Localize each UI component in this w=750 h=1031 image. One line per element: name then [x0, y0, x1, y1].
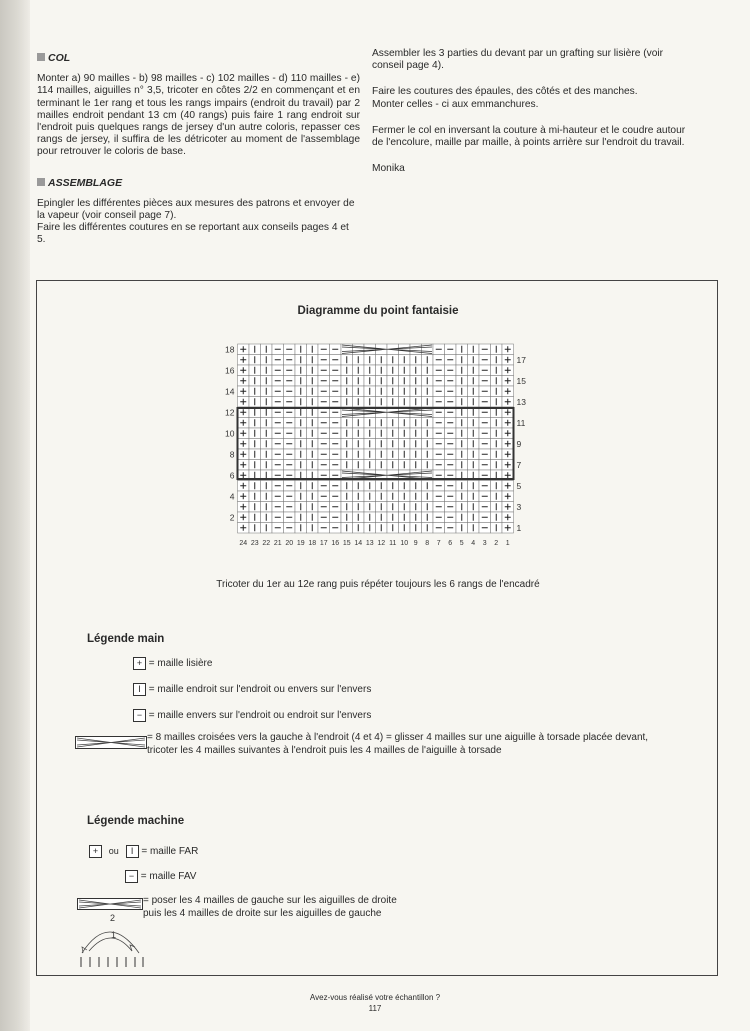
plus-stitch-symbol: + [133, 657, 146, 670]
right-p3: Fermer le col en inversant la couture à mi-hauteur et le coudre autour de l'encolure, maille par maille, à points arrière sur l'endroit du travail. [372, 124, 686, 149]
row-label-left: 6 [229, 470, 235, 481]
stitch-number-label: 2 [494, 540, 499, 547]
row-label-left: 16 [225, 365, 235, 376]
stitch-number-label: 16 [331, 540, 340, 547]
minus-stitch-symbol: − [125, 870, 138, 883]
legend-croisees-text: = 8 mailles croisées vers la gauche à l'endroit (4 et 4) = glisser 4 mailles sur une aiguille à torsade placée devant, tricoter les 4 mailles suivantes à l'endroit puis les 4 mailles de l'aiguille à torsade [147, 732, 649, 756]
chart-cell [399, 344, 411, 355]
signature: Monika [372, 163, 405, 175]
col-section-title: COL [37, 52, 360, 64]
row-label-left: 8 [229, 449, 235, 460]
assemblage-p1: Epingler les différentes pièces aux mesures des patrons et envoyer de la vapeur (voir conseil page 7). [37, 197, 355, 222]
row-label-right: 5 [516, 481, 522, 491]
stitch-number-label: 21 [273, 540, 282, 547]
stitch-number-label: 4 [471, 540, 476, 547]
section-square-icon [37, 178, 45, 186]
knitting-chart [217, 342, 527, 557]
legend-far-text: = maille FAR [141, 846, 199, 858]
chart-stitch-numbers [239, 540, 509, 547]
legende-main-title: Légende main [87, 633, 165, 645]
stitch-number-label: 23 [250, 540, 259, 547]
stitch-number-label: 15 [342, 540, 351, 547]
bar-stitch-symbol: I [133, 683, 146, 696]
stitch-number-label: 19 [296, 540, 305, 547]
legend-endroit-text: = maille endroit sur l'endroit ou envers sur l'envers [148, 684, 372, 696]
stitch-number-label: 5 [459, 540, 464, 547]
stitch-number-label: 20 [285, 540, 294, 547]
legend-far [89, 845, 198, 859]
stitch-number-label: 1 [505, 540, 510, 547]
cable-cross-symbol [77, 898, 143, 910]
legend-lisiere [133, 657, 212, 671]
arc-label-1: 1 [111, 930, 117, 940]
legend-ou: ou [108, 846, 119, 856]
chart-cell [353, 344, 365, 355]
diagram-title: Diagramme du point fantaisie [297, 305, 459, 317]
row-label-right: 15 [516, 376, 526, 386]
row-label-left: 18 [225, 344, 235, 355]
legend-envers-text: = maille envers sur l'endroit ou endroit sur l'envers [148, 710, 372, 722]
footer-question: Avez-vous réalisé votre échantillon ? [309, 993, 441, 1002]
stitch-number-label: 7 [436, 540, 441, 547]
stitch-number-label: 22 [262, 540, 271, 547]
assemblage-p2: Faire les différentes coutures en se reportant aux conseils pages 4 et 5. [37, 222, 349, 246]
left-column [37, 52, 360, 256]
right-p2b: Monter celles - ci aux emmanchures. [372, 98, 539, 110]
chart-cell [364, 344, 376, 355]
stitch-number-label: 10 [400, 540, 409, 547]
chart-cell [410, 344, 422, 355]
row-label-right: 11 [516, 418, 526, 428]
page-number: 117 [368, 1004, 382, 1013]
stitch-number-label: 3 [482, 540, 487, 547]
diagram-caption: Tricoter du 1er au 12e rang puis répéter toujours les 6 rangs de l'encadré [216, 579, 540, 590]
right-column [372, 48, 697, 184]
row-label-left: 12 [225, 407, 235, 418]
legend-fav-text: = maille FAV [140, 871, 197, 883]
arc-label-2: 2 [110, 913, 116, 923]
minus-stitch-symbol: − [133, 709, 146, 722]
bar-stitch-symbol: I [126, 845, 139, 858]
plus-stitch-symbol: + [89, 845, 102, 858]
section-square-icon [37, 53, 45, 61]
row-label-right: 7 [516, 460, 522, 470]
stitch-number-label: 18 [308, 540, 317, 547]
chart-grid [238, 344, 514, 533]
diagram-frame [36, 280, 718, 976]
legend-envers [133, 709, 371, 723]
cable-cross-symbol [75, 736, 147, 749]
row-label-right: 13 [516, 397, 526, 407]
assemblage-section-title: ASSEMBLAGE [37, 177, 360, 189]
right-p1: Assembler les 3 parties du devant par un grafting sur lisière (voir conseil page 4). [372, 48, 664, 72]
needle-transfer-diagram [77, 911, 147, 971]
stitch-number-label: 6 [448, 540, 453, 547]
row-label-right: 1 [516, 523, 522, 533]
legend-fav [125, 870, 196, 884]
row-label-right: 3 [516, 502, 522, 512]
legend-lisiere-text: = maille lisière [148, 658, 213, 670]
row-label-right: 9 [516, 439, 522, 449]
legend-endroit [133, 683, 371, 697]
stitch-number-label: 8 [425, 540, 430, 547]
stitch-number-label: 17 [319, 540, 328, 547]
legend-poser-text: = poser les 4 mailles de gauche sur les aiguilles de droite puis les 4 mailles de droite sur les aiguilles de gauche [143, 895, 397, 919]
row-label-left: 2 [229, 512, 235, 523]
row-label-left: 4 [229, 491, 235, 502]
stitch-number-label: 9 [413, 540, 418, 547]
row-label-left: 10 [225, 428, 235, 439]
stitch-number-label: 12 [377, 540, 386, 547]
stitch-number-label: 13 [365, 540, 374, 547]
right-p2a: Faire les coutures des épaules, des côtés et des manches. [372, 86, 638, 98]
stitch-number-label: 14 [354, 540, 363, 547]
stitch-number-label: 24 [239, 540, 248, 547]
legende-machine-title: Légende machine [87, 815, 185, 827]
stitch-number-label: 11 [389, 540, 397, 547]
col-instructions: Monter a) 90 mailles - b) 98 mailles - c) 102 mailles - d) 110 mailles - e) 114 mailles, aiguilles n° 3,5, tricoter en côtes 2/2 en commençant et en terminant le 1er rang et tous les rangs impairs (endroit du travail) par 2 mailles endroit pendant 13 cm (40 rangs) puis faire 1 rang endroit sur l'endroit puis quelques rangs de jersey d'un autre coloris, repasser ces rangs de jersey, il suffira de les détricoter au moment de l'assemblage pour retrouver le coloris de base. [37, 73, 360, 158]
page-binding [0, 0, 30, 1031]
row-label-right: 17 [516, 355, 526, 365]
row-label-left: 14 [225, 386, 235, 397]
